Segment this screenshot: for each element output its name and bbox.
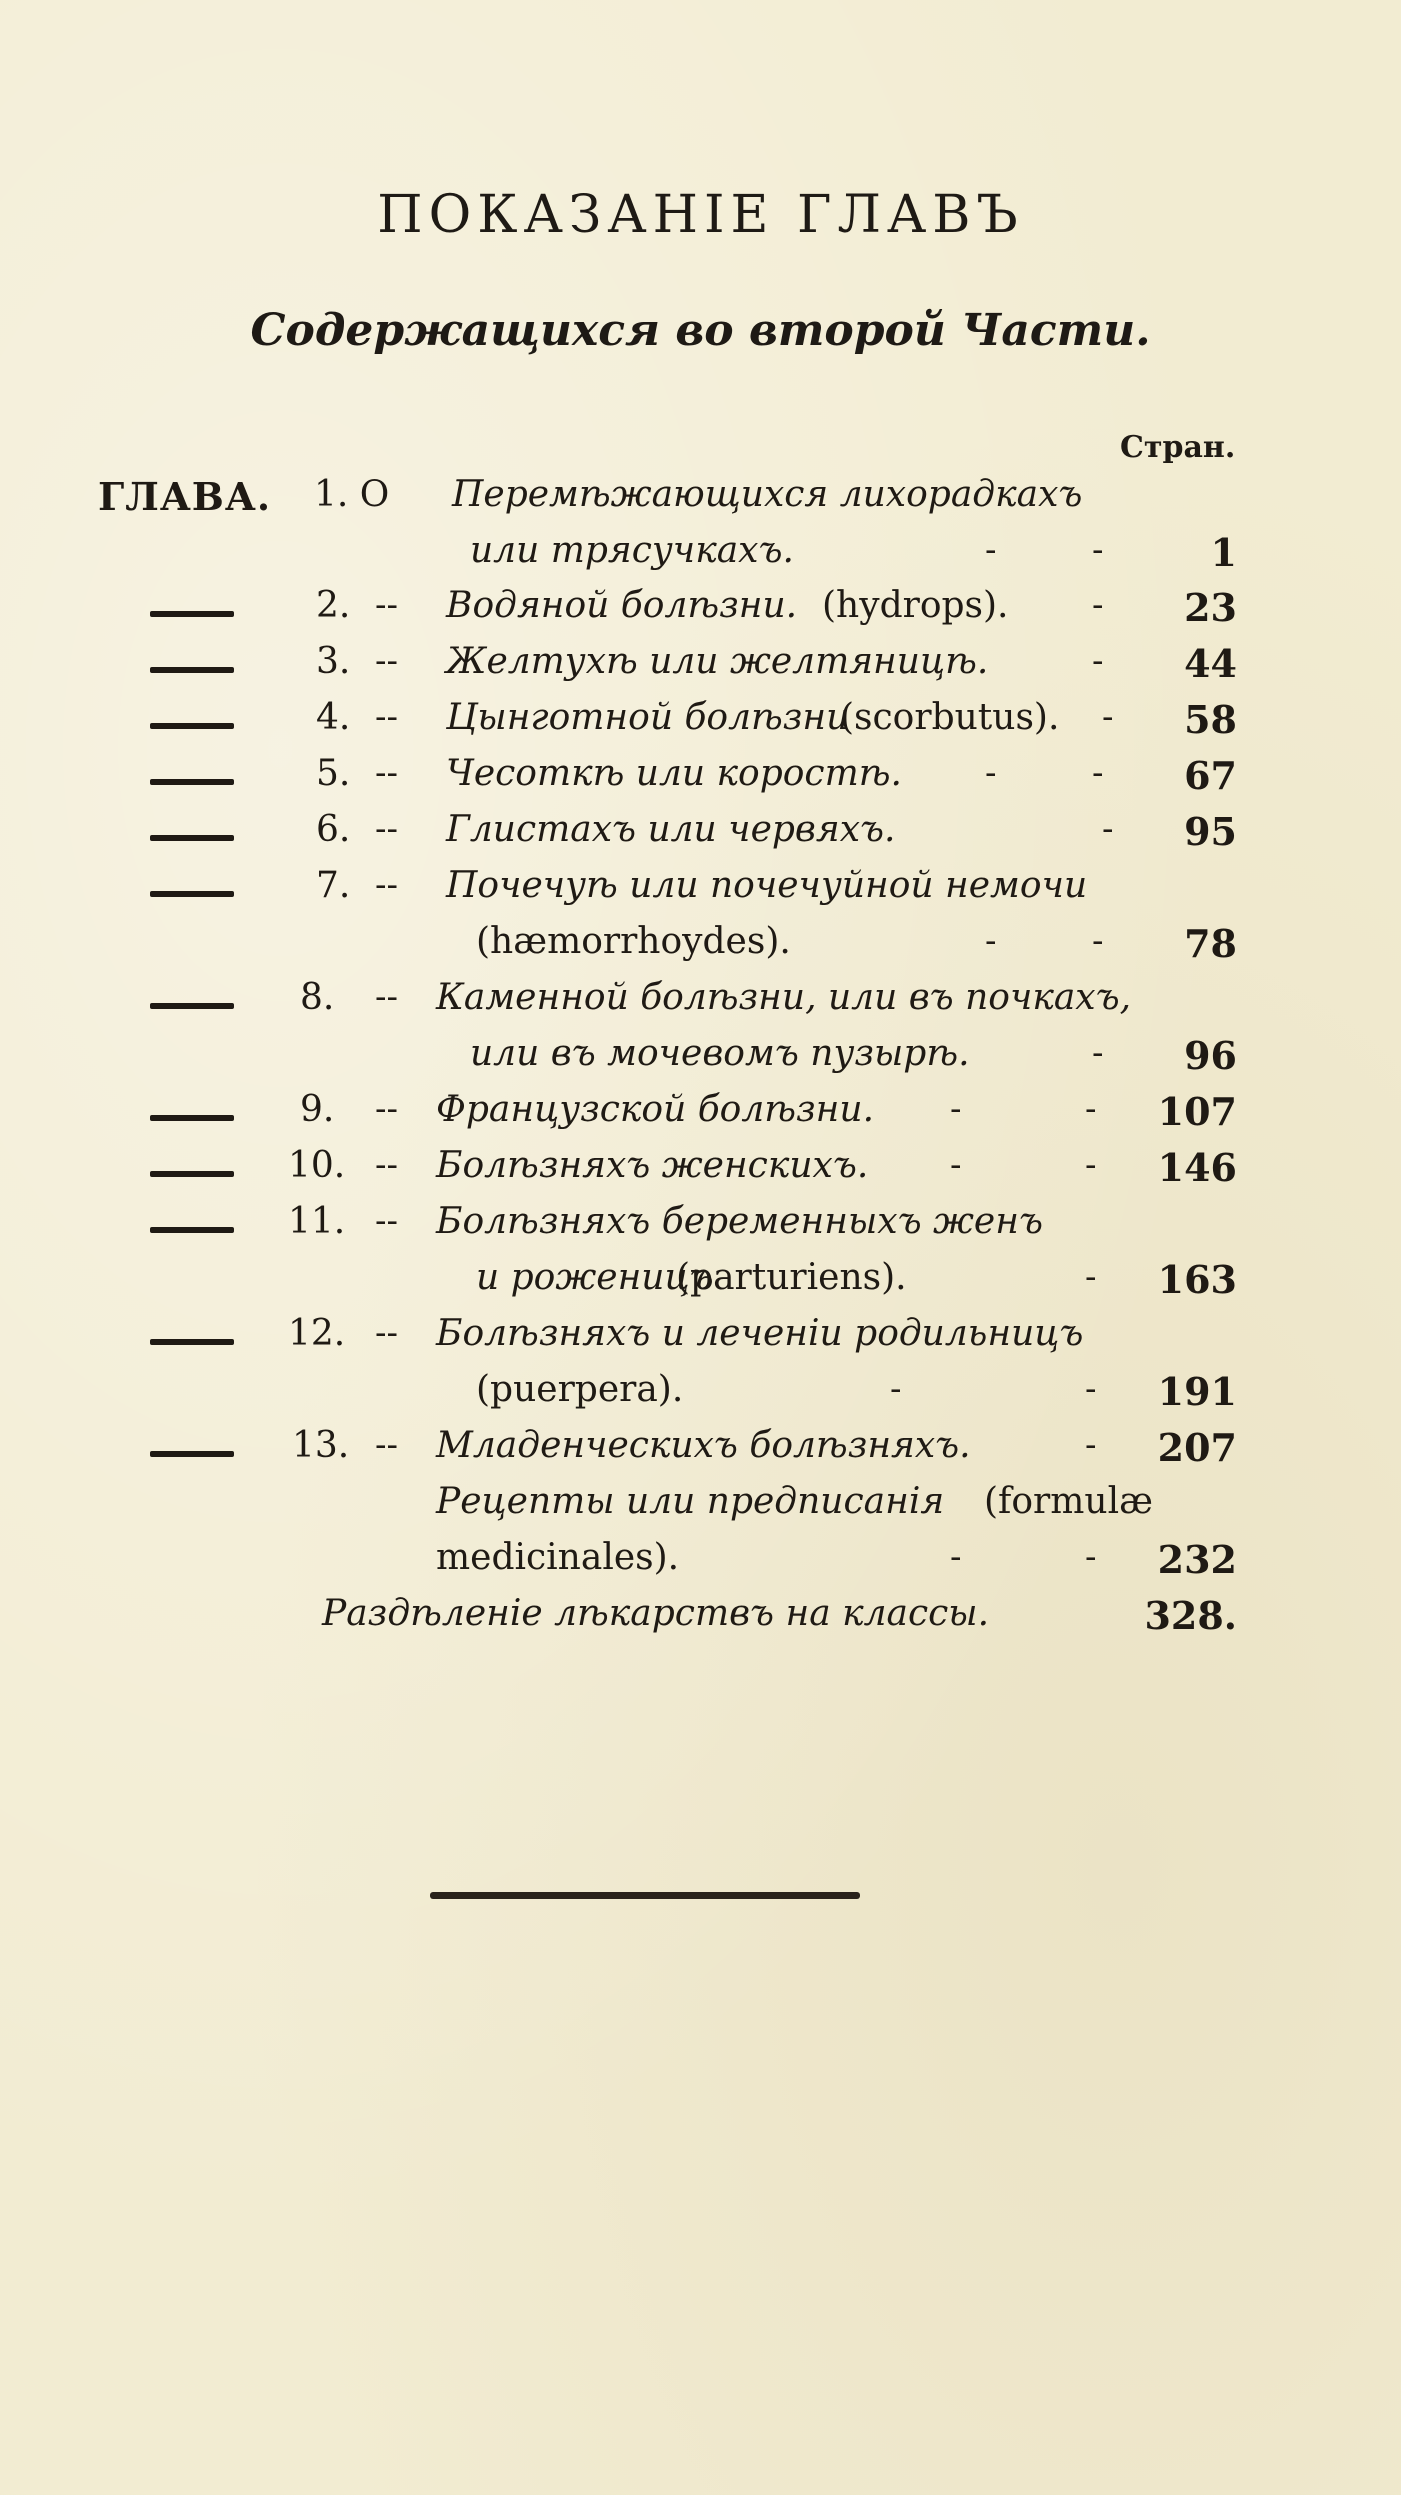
- toc-entry-4: [0, 697, 1401, 753]
- glava-label: ГЛАВА.: [98, 474, 272, 519]
- toc-entry-5: [0, 753, 1401, 809]
- toc-entry-6: [0, 809, 1401, 865]
- ditto-rule: [150, 611, 234, 617]
- entry-title: Цынготной болѣзни: [446, 697, 850, 738]
- entry-number: 11.: [288, 1201, 346, 1242]
- leader: -: [1085, 1089, 1097, 1129]
- entry-number: 10.: [288, 1145, 346, 1186]
- page-column-header: Стран.: [1120, 430, 1236, 465]
- entry-page: 78: [1184, 921, 1237, 966]
- ditto-rule: [150, 1339, 234, 1345]
- toc-entry-10: [0, 1145, 1401, 1201]
- leader: -: [985, 753, 997, 793]
- ditto-rule: [150, 1451, 234, 1457]
- leader: -: [1085, 1369, 1097, 1409]
- leader: -: [1092, 753, 1104, 793]
- entry-number: 3.: [316, 641, 351, 682]
- entry-title-cont: и роженицъ: [476, 1257, 714, 1298]
- entry-dash: --: [375, 1201, 398, 1241]
- toc-classes: [0, 1593, 1401, 1649]
- ditto-rule: [150, 779, 234, 785]
- toc-entry-7: [0, 865, 1401, 921]
- entry-page: 58: [1184, 697, 1237, 742]
- entry-latin: (parturiens).: [676, 1257, 907, 1298]
- entry-dash: --: [375, 1089, 398, 1129]
- leader: -: [1085, 1257, 1097, 1297]
- entry-page: 146: [1157, 1145, 1237, 1190]
- entry-title-cont: или трясучкахъ.: [470, 530, 794, 571]
- entry-page: 23: [1184, 585, 1237, 630]
- toc-entry-11: [0, 1201, 1401, 1257]
- entry-number: 7.: [316, 865, 351, 906]
- leader: -: [1085, 1145, 1097, 1185]
- toc-entry-1: [0, 474, 1401, 530]
- entry-title: Водяной болѣзни.: [446, 585, 798, 626]
- leader: -: [1092, 641, 1104, 681]
- entry-number: 12.: [288, 1313, 346, 1354]
- entry-dash: --: [375, 697, 398, 737]
- leader: -: [1085, 1425, 1097, 1465]
- toc-entry-3: [0, 641, 1401, 697]
- entry-latin: (hæmorrhoydes).: [476, 921, 791, 962]
- ditto-rule: [150, 667, 234, 673]
- entry-number: 13.: [292, 1425, 350, 1466]
- entry-title: Болѣзняхъ и леченіи родильницъ: [436, 1313, 1084, 1354]
- entry-latin: (puerpera).: [476, 1369, 684, 1410]
- entry-title: Чесоткѣ или коростѣ.: [446, 753, 902, 794]
- entry-page: 232: [1157, 1537, 1237, 1582]
- entry-title: Младенческихъ болѣзняхъ.: [436, 1425, 971, 1466]
- toc-entry-7-cont: [0, 921, 1401, 977]
- entry-title: Желтухѣ или желтяницѣ.: [446, 641, 989, 682]
- entry-number: 2.: [316, 585, 351, 626]
- ditto-rule: [150, 835, 234, 841]
- entry-title: Каменной болѣзни, или въ почкахъ,: [436, 977, 1132, 1018]
- leader: -: [1102, 697, 1114, 737]
- ditto-rule: [150, 723, 234, 729]
- entry-number: 4.: [316, 697, 351, 738]
- ditto-rule: [150, 1115, 234, 1121]
- entry-latin: (hydrops).: [822, 585, 1009, 626]
- leader: -: [950, 1089, 962, 1129]
- page-title: ПОКАЗАНІЕ ГЛАВЪ: [377, 185, 1024, 245]
- entry-dash: --: [375, 1145, 398, 1185]
- ornamental-rule: [430, 1892, 860, 1899]
- recipes-title: Рецепты или предписанія: [436, 1481, 945, 1522]
- toc-recipes: [0, 1481, 1401, 1537]
- ditto-rule: [150, 1227, 234, 1233]
- entry-page: 107: [1157, 1089, 1237, 1134]
- entry-dash: --: [375, 585, 398, 625]
- entry-dash: --: [375, 1425, 398, 1465]
- entry-title: Почечуѣ или почечуйной немочи: [446, 865, 1088, 906]
- entry-page: 96: [1184, 1033, 1237, 1078]
- entry-dash: --: [375, 1313, 398, 1353]
- recipes-latin: (formulæ: [984, 1481, 1153, 1522]
- toc-recipes-cont: [0, 1537, 1401, 1593]
- entry-dash: --: [375, 641, 398, 681]
- toc-entry-8-cont: [0, 1033, 1401, 1089]
- entry-page: 163: [1157, 1257, 1237, 1302]
- leader: -: [950, 1145, 962, 1185]
- classes-title: Раздѣленіе лѣкарствъ на классы.: [322, 1593, 990, 1634]
- entry-number: 1. О: [314, 474, 390, 515]
- entry-number: 8.: [300, 977, 335, 1018]
- toc-entry-9: [0, 1089, 1401, 1145]
- entry-page: 95: [1184, 809, 1237, 854]
- leader: -: [985, 530, 997, 570]
- leader: -: [950, 1537, 962, 1577]
- toc-entry-11-cont: [0, 1257, 1401, 1313]
- entry-number: 5.: [316, 753, 351, 794]
- entry-title-cont: или въ мочевомъ пузырѣ.: [470, 1033, 970, 1074]
- toc-entry-13: [0, 1425, 1401, 1481]
- entry-number: 6.: [316, 809, 351, 850]
- page-subtitle: Содержащихся во второй Части.: [250, 305, 1151, 356]
- leader: -: [1092, 1033, 1104, 1073]
- ditto-rule: [150, 1171, 234, 1177]
- toc-entry-2: [0, 585, 1401, 641]
- entry-title: Болѣзняхъ беременныхъ женъ: [436, 1201, 1043, 1242]
- ditto-rule: [150, 1003, 234, 1009]
- entry-title: Болѣзняхъ женскихъ.: [436, 1145, 869, 1186]
- entry-title: Французской болѣзни.: [436, 1089, 875, 1130]
- toc-entry-12: [0, 1313, 1401, 1369]
- leader: -: [1102, 809, 1114, 849]
- entry-page: 67: [1184, 753, 1237, 798]
- entry-dash: --: [375, 809, 398, 849]
- entry-latin: (scorbutus).: [840, 697, 1060, 738]
- leader: -: [1092, 921, 1104, 961]
- toc-entry-12-cont: [0, 1369, 1401, 1425]
- toc-entry-8: [0, 977, 1401, 1033]
- entry-page: 44: [1184, 641, 1237, 686]
- ditto-rule: [150, 891, 234, 897]
- entry-dash: --: [375, 753, 398, 793]
- entry-page: 207: [1157, 1425, 1237, 1470]
- leader: -: [890, 1369, 902, 1409]
- entry-page: 191: [1157, 1369, 1237, 1414]
- leader: -: [1085, 1537, 1097, 1577]
- entry-dash: --: [375, 865, 398, 905]
- entry-number: 9.: [300, 1089, 335, 1130]
- toc-entry-1-cont: [0, 530, 1401, 586]
- recipes-latin-cont: medicinales).: [436, 1537, 680, 1578]
- leader: -: [985, 921, 997, 961]
- entry-page: 328.: [1144, 1593, 1237, 1638]
- entry-dash: --: [375, 977, 398, 1017]
- entry-title: Глистахъ или червяхъ.: [446, 809, 896, 850]
- entry-title: Перемѣжающихся лихорадкахъ: [452, 474, 1083, 515]
- entry-page: 1: [1210, 530, 1237, 575]
- leader: -: [1092, 530, 1104, 570]
- leader: -: [1092, 585, 1104, 625]
